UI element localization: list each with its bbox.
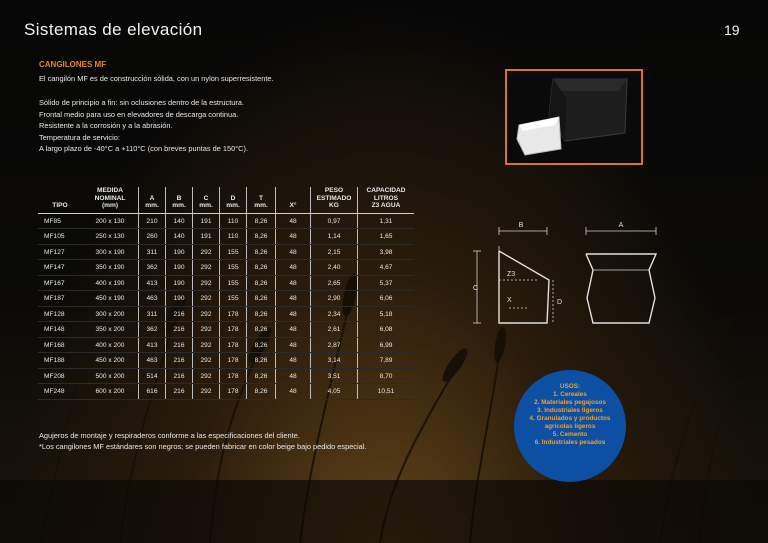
cell-peso: 1,14 <box>311 229 358 245</box>
cell-tipo: MF128 <box>38 306 82 322</box>
diagram-label-c: C <box>473 285 479 292</box>
cell-x: 48 <box>276 306 311 322</box>
cell-a: 413 <box>139 275 166 291</box>
table-header-row <box>38 187 414 213</box>
cell-x: 48 <box>276 384 311 400</box>
cell-x: 48 <box>276 244 311 260</box>
cell-medida: 300 x 200 <box>82 306 139 322</box>
col-header-peso: PESO ESTIMADO KG <box>311 187 358 213</box>
cell-c: 292 <box>193 322 220 338</box>
cell-d: 155 <box>220 275 247 291</box>
cell-c: 292 <box>193 368 220 384</box>
cell-peso: 2,90 <box>311 291 358 307</box>
cell-a: 514 <box>139 368 166 384</box>
cell-b: 216 <box>166 384 193 400</box>
cell-t: 8,26 <box>247 353 276 369</box>
cell-x: 48 <box>276 213 311 229</box>
cell-capacidad: 6,99 <box>358 337 415 353</box>
col-header-x: X° <box>276 187 311 213</box>
cell-capacidad: 5,37 <box>358 275 415 291</box>
cell-peso: 2,15 <box>311 244 358 260</box>
cell-peso: 3,14 <box>311 353 358 369</box>
table-row <box>38 229 414 245</box>
uses-item: 2. Materiales pegajosos <box>534 399 606 406</box>
cell-capacidad: 1,65 <box>358 229 415 245</box>
cell-t: 8,26 <box>247 368 276 384</box>
cell-c: 292 <box>193 275 220 291</box>
cell-t: 8,26 <box>247 244 276 260</box>
cell-x: 48 <box>276 353 311 369</box>
cell-a: 463 <box>139 291 166 307</box>
cell-medida: 600 x 200 <box>82 384 139 400</box>
diagram-label-x: X <box>507 297 512 304</box>
cell-x: 48 <box>276 322 311 338</box>
table-row <box>38 306 414 322</box>
cell-peso: 2,34 <box>311 306 358 322</box>
cell-d: 178 <box>220 353 247 369</box>
cell-b: 216 <box>166 337 193 353</box>
cell-c: 292 <box>193 384 220 400</box>
cell-peso: 4,05 <box>311 384 358 400</box>
cell-b: 140 <box>166 229 193 245</box>
product-photo <box>505 69 643 165</box>
bucket-photo-illustration <box>507 71 641 163</box>
feature-line: Frontal medio para uso en elevadores de descarga continua. <box>39 109 239 119</box>
cell-a: 311 <box>139 244 166 260</box>
cell-medida: 450 x 190 <box>82 291 139 307</box>
cell-capacidad: 7,89 <box>358 353 415 369</box>
cell-capacidad: 4,67 <box>358 260 415 276</box>
cell-medida: 350 x 200 <box>82 322 139 338</box>
uses-item: 1. Cereales <box>553 391 587 398</box>
feature-line: A largo plazo de -40°C a +110°C (con breves puntas de 150°C). <box>39 144 249 153</box>
cell-d: 178 <box>220 337 247 353</box>
cell-b: 216 <box>166 368 193 384</box>
cell-tipo: MF147 <box>38 260 82 276</box>
cell-peso: 2,40 <box>311 260 358 276</box>
diagram-label-a: A <box>618 222 624 229</box>
cell-tipo: MF188 <box>38 353 82 369</box>
cell-capacidad: 1,31 <box>358 213 415 229</box>
cell-capacidad: 6,08 <box>358 322 415 338</box>
cell-peso: 2,61 <box>311 322 358 338</box>
cell-c: 191 <box>193 229 220 245</box>
cell-x: 48 <box>276 291 311 307</box>
cell-medida: 500 x 200 <box>82 368 139 384</box>
col-header-tipo: TIPO <box>38 187 82 213</box>
cell-x: 48 <box>276 260 311 276</box>
table-row <box>38 244 414 260</box>
uses-title: USOS: <box>559 383 581 390</box>
page-title: Sistemas de elevación <box>24 20 203 39</box>
cell-t: 8,26 <box>247 229 276 245</box>
cell-d: 110 <box>220 213 247 229</box>
cell-medida: 450 x 200 <box>82 353 139 369</box>
cell-d: 178 <box>220 384 247 400</box>
bucket-dimension-diagram <box>469 216 679 328</box>
cell-b: 190 <box>166 275 193 291</box>
diagram-label-b: B <box>518 222 524 229</box>
uses-item: 6. Industriales pesados <box>534 439 606 446</box>
cell-a: 362 <box>139 260 166 276</box>
cell-d: 155 <box>220 291 247 307</box>
cell-b: 190 <box>166 260 193 276</box>
cell-d: 155 <box>220 260 247 276</box>
cell-x: 48 <box>276 229 311 245</box>
cell-c: 292 <box>193 260 220 276</box>
cell-tipo: MF168 <box>38 337 82 353</box>
cell-peso: 3,51 <box>311 368 358 384</box>
table-row <box>38 337 414 353</box>
cell-b: 216 <box>166 306 193 322</box>
cell-peso: 2,65 <box>311 275 358 291</box>
cell-medida: 300 x 190 <box>82 244 139 260</box>
cell-a: 210 <box>139 213 166 229</box>
cell-b: 140 <box>166 213 193 229</box>
cell-a: 311 <box>139 306 166 322</box>
table-row <box>38 353 414 369</box>
table-row <box>38 368 414 384</box>
cell-c: 292 <box>193 353 220 369</box>
diagram-label-d: D <box>557 299 563 306</box>
footnote-line: *Los cangilones MF estándares son negros; se pueden fabricar en color beige bajo pedido especial. <box>39 442 367 451</box>
cell-t: 8,26 <box>247 260 276 276</box>
cell-tipo: MF187 <box>38 291 82 307</box>
cell-d: 178 <box>220 322 247 338</box>
cell-medida: 350 x 190 <box>82 260 139 276</box>
cell-tipo: MF248 <box>38 384 82 400</box>
cell-tipo: MF127 <box>38 244 82 260</box>
cell-c: 292 <box>193 306 220 322</box>
feature-line: Sólido de principio a fin: sin oclusiones dentro de la estructura. <box>39 98 245 107</box>
col-header-medida: MEDIDA NOMINAL (mm) <box>82 187 139 213</box>
cell-medida: 250 x 130 <box>82 229 139 245</box>
cell-capacidad: 10,51 <box>358 384 415 400</box>
cell-b: 190 <box>166 291 193 307</box>
col-header-c: C mm. <box>193 187 220 213</box>
col-header-a: A mm. <box>139 187 166 213</box>
col-header-t: T mm. <box>247 187 276 213</box>
cell-t: 8,26 <box>247 322 276 338</box>
page-number: 19 <box>724 22 740 38</box>
cell-t: 8,26 <box>247 306 276 322</box>
cell-peso: 2,87 <box>311 337 358 353</box>
cell-d: 178 <box>220 368 247 384</box>
cell-medida: 200 x 130 <box>82 213 139 229</box>
cell-tipo: MF208 <box>38 368 82 384</box>
cell-c: 292 <box>193 291 220 307</box>
uses-item: 4. Granulados y productos agrícolas ligeros <box>529 415 611 430</box>
table-row <box>38 213 414 229</box>
cell-c: 191 <box>193 213 220 229</box>
cell-a: 413 <box>139 337 166 353</box>
cell-peso: 0,97 <box>311 213 358 229</box>
cell-x: 48 <box>276 368 311 384</box>
cell-t: 8,26 <box>247 213 276 229</box>
feature-list <box>39 97 339 155</box>
table-row <box>38 322 414 338</box>
cell-tipo: MF148 <box>38 322 82 338</box>
cell-tipo: MF105 <box>38 229 82 245</box>
uses-badge <box>514 370 626 482</box>
cell-a: 463 <box>139 353 166 369</box>
footnote-line: Agujeros de montaje y respiraderos conforme a las especificaciones del cliente. <box>39 431 300 440</box>
cell-a: 362 <box>139 322 166 338</box>
spec-table <box>38 187 414 400</box>
table-row <box>38 384 414 400</box>
footnotes <box>39 430 366 452</box>
cell-a: 616 <box>139 384 166 400</box>
cell-b: 190 <box>166 244 193 260</box>
cell-tipo: MF85 <box>38 213 82 229</box>
cell-d: 110 <box>220 229 247 245</box>
cell-a: 260 <box>139 229 166 245</box>
cell-b: 216 <box>166 322 193 338</box>
cell-c: 292 <box>193 244 220 260</box>
table-row <box>38 291 414 307</box>
cell-d: 155 <box>220 244 247 260</box>
cell-x: 48 <box>276 337 311 353</box>
cell-t: 8,26 <box>247 384 276 400</box>
table-row <box>38 275 414 291</box>
feature-line: Temperatura de servicio: <box>39 132 120 142</box>
feature-line: Resistente a la corrosión y a la abrasión. <box>39 121 173 130</box>
table-row <box>38 260 414 276</box>
cell-d: 178 <box>220 306 247 322</box>
cell-capacidad: 8,70 <box>358 368 415 384</box>
cell-t: 8,26 <box>247 291 276 307</box>
cell-medida: 400 x 200 <box>82 337 139 353</box>
cell-capacidad: 3,98 <box>358 244 415 260</box>
cell-t: 8,26 <box>247 337 276 353</box>
cell-c: 292 <box>193 337 220 353</box>
cell-capacidad: 6,06 <box>358 291 415 307</box>
intro-text: El cangilón MF es de construcción sólida, con un nylon superresistente. <box>39 74 274 83</box>
uses-item: 5. Cemento <box>552 431 588 438</box>
uses-item: 3. Industriales ligeros <box>537 407 603 414</box>
col-header-capacidad: CAPACIDAD LITROS Z3 AGUA <box>358 187 415 213</box>
cell-tipo: MF167 <box>38 275 82 291</box>
diagram-label-z3: Z3 <box>507 271 516 278</box>
cell-b: 216 <box>166 353 193 369</box>
cell-t: 8,26 <box>247 275 276 291</box>
cell-capacidad: 5,18 <box>358 306 415 322</box>
cell-x: 48 <box>276 275 311 291</box>
cell-medida: 400 x 190 <box>82 275 139 291</box>
col-header-d: D mm. <box>220 187 247 213</box>
section-title: CANGILONES MF <box>39 60 107 69</box>
col-header-b: B mm. <box>166 187 193 213</box>
